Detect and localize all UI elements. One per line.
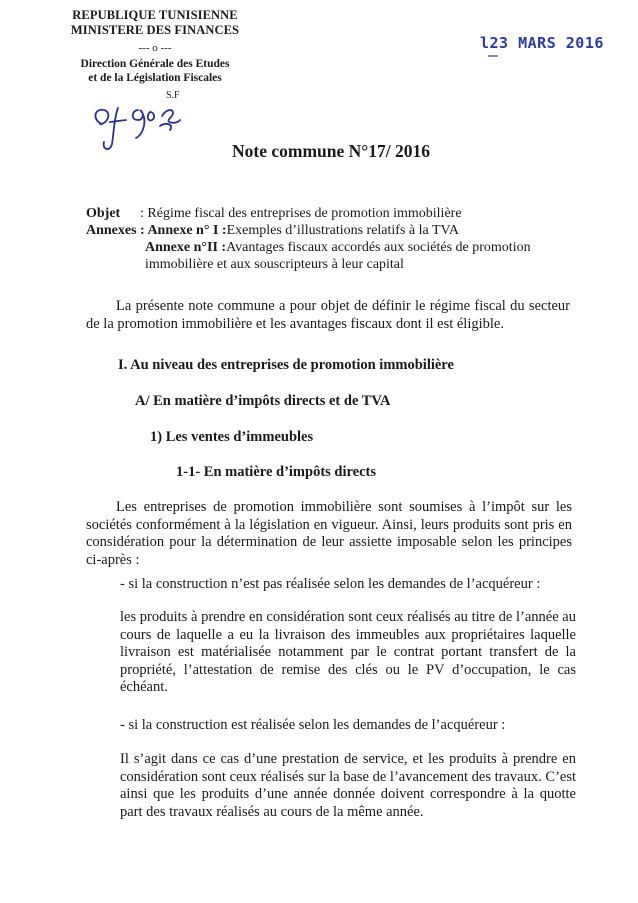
date-stamp bbox=[480, 34, 604, 52]
section-heading-3: 1) Les ventes d’immeubles bbox=[150, 429, 314, 445]
stamp-date: 23 MARS 2016 bbox=[489, 34, 604, 52]
annexes-label: Annexes : Annexe n° I : bbox=[86, 223, 227, 238]
intro-paragraph: La présente note commune a pour objet de définir le régime fiscal du secteur de la promotion immobilière et les avantages fiscaux dont il est éligible. bbox=[86, 298, 570, 332]
sf-label: S.F bbox=[166, 90, 180, 101]
stamp-mark bbox=[488, 55, 498, 57]
annexe-2-label: Annexe n°II : bbox=[145, 240, 227, 255]
list-item-1-text: les produits à prendre en considération sont ceux réalisés au titre de l’année au cours de laquelle a eu la livraison des immeubles aux propriétaires laquelle livraison est matérialisée notamment par le contrat portant transfert de la propriété, l’attestation de remise des clés ou le PV d’occupation, le cas échéant. bbox=[120, 609, 576, 695]
annexe-1-text: Exemples d’illustrations relatifs à la TVA bbox=[226, 223, 459, 238]
ministry-header bbox=[40, 8, 270, 85]
objet-text: : Régime fiscal des entreprises de promotion immobilière bbox=[140, 206, 462, 221]
page-title: Note commune N°17/ 2016 bbox=[232, 141, 431, 161]
header-separator: --- o --- bbox=[138, 42, 172, 54]
stamp-prefix: l bbox=[480, 34, 490, 52]
objet-block bbox=[86, 205, 586, 273]
section-heading-1: I. Au niveau des entreprises de promotion immobilière bbox=[118, 357, 454, 373]
direction-line-1: Direction Générale des Etudes bbox=[80, 58, 230, 70]
list-item-1-title: - si la construction n’est pas réalisée selon les demandes de l’acquéreur : bbox=[120, 576, 541, 592]
handwritten-signature bbox=[88, 94, 188, 154]
list-item-2-title: - si la construction est réalisée selon les demandes de l’acquéreur : bbox=[120, 717, 506, 733]
paragraph-taxation: Les entreprises de promotion immobilière sont soumises à l’impôt sur les sociétés conformément à la législation en vigueur. Ainsi, leurs produits sont pris en considération pour la détermination de leur assiette imposable selon les principes ci-après : bbox=[86, 499, 572, 568]
annexe-2-text-continued: immobilière et aux souscripteurs à leur capital bbox=[145, 257, 404, 272]
section-heading-2: A/ En matière d’impôts directs et de TVA bbox=[135, 393, 391, 409]
section-heading-4: 1-1- En matière d’impôts directs bbox=[176, 464, 377, 480]
republic-line: REPUBLIQUE TUNISIENNE bbox=[72, 8, 238, 22]
ministry-line: MINISTERE DES FINANCES bbox=[70, 23, 240, 37]
list-item-2-text: Il s’agit dans ce cas d’une prestation de service, et les produits à prendre en considération sont ceux réalisés sur la base de l’avancement des travaux. C’est ainsi que les produits d’une année donnée doivent correspondre à la quotte part des travaux réalisés au cours de la même année. bbox=[120, 751, 576, 820]
direction-line-2: et de la Législation Fiscales bbox=[88, 72, 222, 84]
objet-label: Objet bbox=[86, 206, 121, 221]
annexe-2-text: Avantages fiscaux accordés aux sociétés de promotion bbox=[226, 240, 531, 255]
